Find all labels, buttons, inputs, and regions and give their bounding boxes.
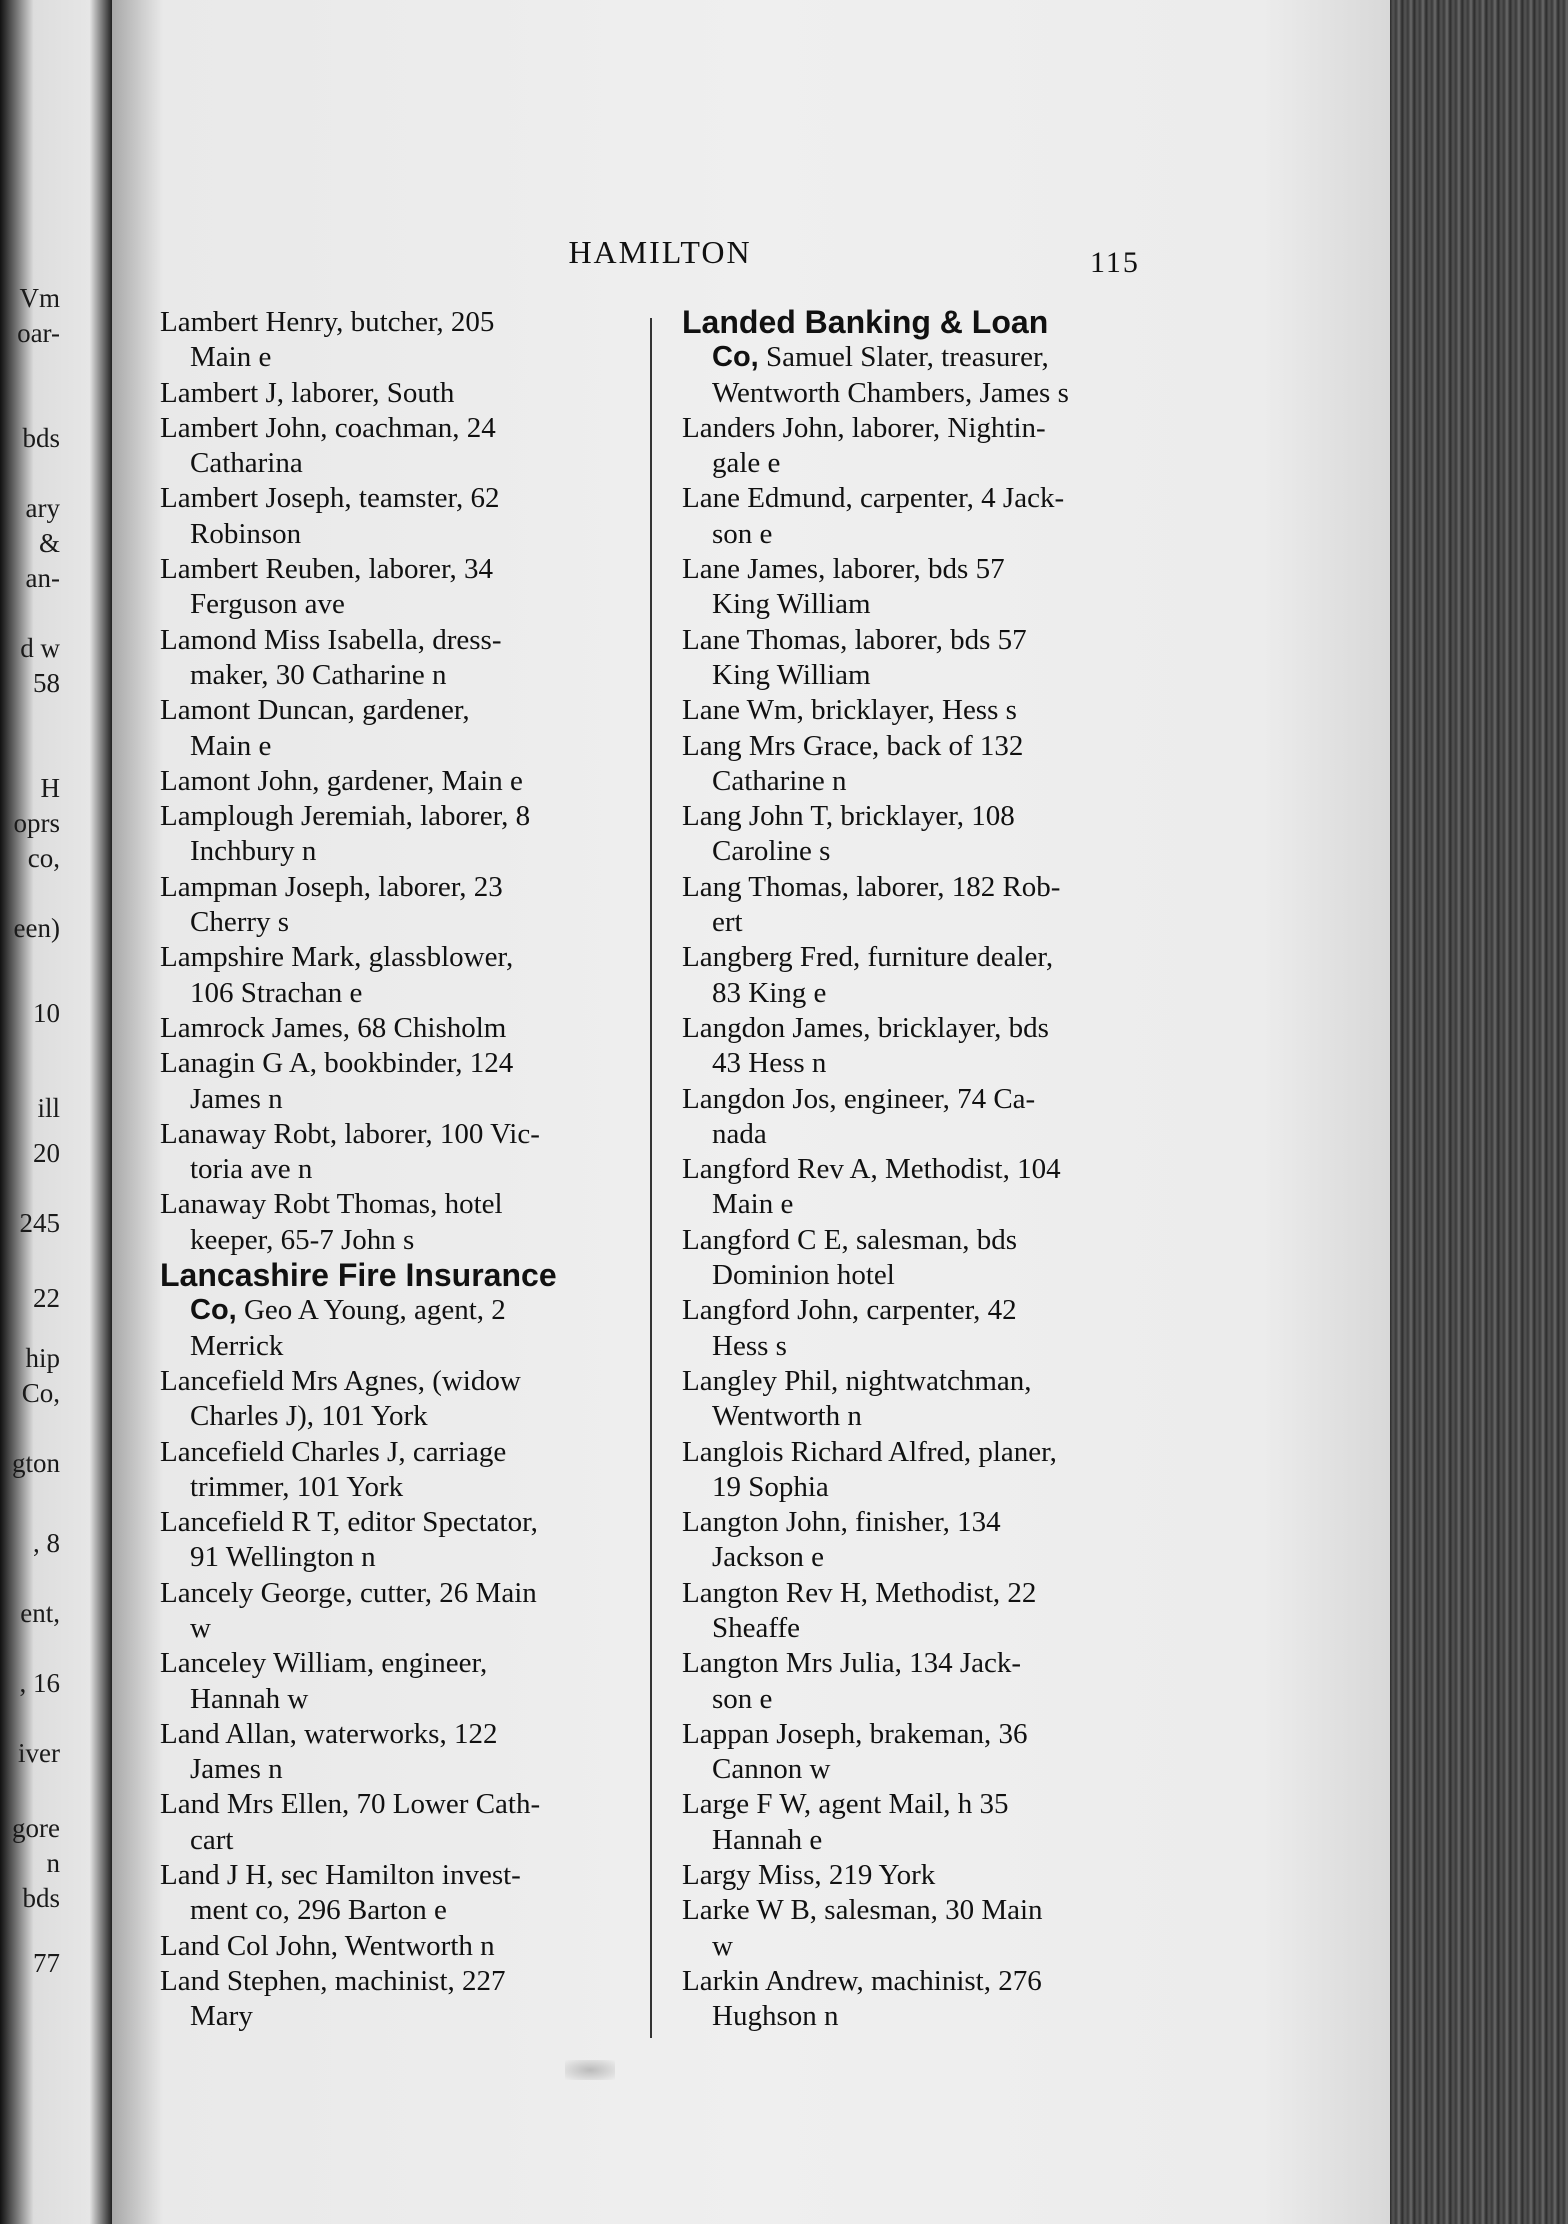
directory-entry: [160, 1435, 655, 1506]
entry-continuation-text: Wentworth n: [712, 1400, 862, 1433]
entry-continuation-text: Dominion hotel: [712, 1259, 895, 1292]
entry-continuation-text: trimmer, 101 York: [190, 1470, 404, 1503]
entry-continuation: [160, 1223, 655, 1258]
entry-continuation: [160, 517, 655, 552]
entry-name-line: Lancefield Mrs Agnes, (widow: [160, 1364, 521, 1397]
entry-name-line: Lappan Joseph, brakeman, 36: [682, 1717, 1028, 1750]
directory-entry: [682, 305, 1162, 411]
right-column: [682, 305, 1162, 2035]
entry-name-line: Lancefield Charles J, carriage: [160, 1435, 507, 1468]
left-column: [160, 305, 655, 2035]
entry-continuation: [160, 905, 655, 940]
entry-continuation-text: 91 Wellington n: [190, 1541, 376, 1574]
entry-continuation-text: Cherry s: [190, 906, 290, 939]
entry-name-line: Langdon Jos, engineer, 74 Ca-: [682, 1082, 1036, 1115]
directory-entry: [682, 693, 1162, 728]
entry-continuation-text: w: [190, 1611, 211, 1644]
directory-entry: [682, 1364, 1162, 1435]
entry-continuation: [160, 1999, 655, 2034]
entry-continuation-text: Catharine n: [712, 764, 847, 797]
entry-name-line: Land Stephen, machinist, 227: [160, 1964, 506, 1997]
entry-continuation-text: Hannah e: [712, 1823, 823, 1856]
entry-name-line: Landed Banking & Loan: [682, 304, 1049, 340]
entry-continuation: [682, 834, 1162, 869]
entry-continuation: [682, 1823, 1162, 1858]
entry-name-line: Lane Thomas, laborer, bds 57: [682, 623, 1027, 656]
directory-entry: [160, 1646, 655, 1717]
facing-page-fragment: bds: [22, 1883, 60, 1913]
entry-name-line: Larke W B, salesman, 30 Main: [682, 1894, 1043, 1927]
entry-continuation: [160, 1611, 655, 1646]
directory-entry: [160, 1964, 655, 2035]
facing-page-fragment: an-: [25, 563, 60, 593]
entry-name-line: Lanaway Robt, laborer, 100 Vic-: [160, 1117, 540, 1150]
directory-entry: [682, 870, 1162, 941]
entry-continuation: [160, 1293, 655, 1328]
entry-continuation: [682, 764, 1162, 799]
entry-continuation-text: nada: [712, 1117, 767, 1150]
entry-continuation-text: Cannon w: [712, 1753, 831, 1786]
entry-continuation-text: son e: [712, 517, 773, 550]
facing-page-fragment: &: [38, 528, 60, 558]
entry-name-line: Lampman Joseph, laborer, 23: [160, 870, 503, 903]
directory-entry: [682, 411, 1162, 482]
facing-page-fragment: co,: [27, 843, 60, 873]
entry-continuation-text: James n: [190, 1082, 283, 1115]
entry-name-line: Lang Mrs Grace, back of 132: [682, 729, 1024, 762]
facing-page-fragment: oar-: [17, 318, 60, 348]
facing-page-fragment: Vm: [19, 283, 60, 313]
facing-page-fragment: Co,: [21, 1378, 60, 1408]
facing-page-fragment: hip: [25, 1343, 60, 1373]
entry-continuation: [160, 1823, 655, 1858]
entry-continuation-text: Hess s: [712, 1329, 787, 1362]
entry-name-line: Lambert Henry, butcher, 205: [160, 306, 495, 338]
entry-name-line: Landers John, laborer, Nightin-: [682, 411, 1046, 444]
directory-entry: [160, 305, 655, 376]
entry-continuation: [682, 1540, 1162, 1575]
entry-continuation-text: Hannah w: [190, 1682, 309, 1715]
entry-name-line: Land J H, sec Hamilton invest-: [160, 1859, 521, 1892]
entry-name-line: Langberg Fred, furniture dealer,: [682, 941, 1054, 974]
entry-name-line: Lane James, laborer, bds 57: [682, 553, 1005, 586]
directory-entry: [160, 552, 655, 623]
entry-continuation: [160, 1893, 655, 1928]
facing-page-fragment: gore: [12, 1813, 60, 1843]
directory-entry: [160, 940, 655, 1011]
directory-entry: [682, 481, 1162, 552]
facing-page-edge: [0, 0, 112, 2224]
entry-continuation-text: Hughson n: [712, 2000, 839, 2033]
entry-continuation-text: James n: [190, 1753, 283, 1786]
entry-continuation-text: ert: [712, 906, 743, 939]
entry-continuation-text: Main e: [190, 729, 272, 762]
directory-entry: [682, 1152, 1162, 1223]
entry-continuation: [160, 587, 655, 622]
entry-continuation-text: Robinson: [190, 517, 302, 550]
entry-continuation: [682, 446, 1162, 481]
entry-continuation-text: Main e: [712, 1188, 794, 1221]
entry-continuation-text: Ferguson ave: [190, 588, 345, 621]
entry-continuation-lead: Co,: [190, 1294, 237, 1327]
entry-continuation-text: 43 Hess n: [712, 1047, 827, 1080]
directory-entry: [682, 1964, 1162, 2035]
facing-page-fragment: 58: [33, 668, 60, 698]
directory-entry: [682, 1505, 1162, 1576]
facing-page-fragment: gton: [11, 1448, 60, 1478]
directory-entry: [682, 729, 1162, 800]
entry-continuation: [160, 834, 655, 869]
directory-entry: [682, 940, 1162, 1011]
entry-continuation-text: King William: [712, 588, 871, 621]
entry-name-line: Lang John T, bricklayer, 108: [682, 800, 1015, 833]
entry-continuation-2: Wentworth Chambers, James s: [712, 376, 1069, 409]
directory-entry: [160, 1576, 655, 1647]
entry-continuation-text: Sheaffe: [712, 1611, 801, 1644]
entry-continuation-text: gale e: [712, 447, 781, 480]
facing-page-fragment: iver: [18, 1738, 60, 1768]
entry-continuation: [682, 517, 1162, 552]
entry-continuation: [160, 658, 655, 693]
entry-continuation: [160, 729, 655, 764]
facing-page-fragment: d w: [20, 633, 60, 663]
entry-name-line: Langlois Richard Alfred, planer,: [682, 1435, 1057, 1468]
directory-entry: [160, 1046, 655, 1117]
entry-continuation: [160, 1540, 655, 1575]
entry-continuation: [160, 976, 655, 1011]
entry-continuation-text: 106 Strachan e: [190, 976, 363, 1009]
entry-name-line: Langley Phil, nightwatchman,: [682, 1364, 1032, 1397]
directory-entry: [160, 1858, 655, 1929]
entry-continuation-text: Mary: [190, 2000, 253, 2033]
entry-name-line: Langton Mrs Julia, 134 Jack-: [682, 1647, 1022, 1680]
entry-continuation: [682, 340, 1162, 375]
entry-name-line: Lampshire Mark, glassblower,: [160, 941, 514, 974]
directory-entry: [682, 799, 1162, 870]
entry-continuation-text: 19 Sophia: [712, 1470, 829, 1503]
entry-name-line: Langford John, carpenter, 42: [682, 1294, 1017, 1327]
directory-entry: [160, 481, 655, 552]
entry-continuation: [682, 1399, 1162, 1434]
directory-entry: [682, 1011, 1162, 1082]
facing-page-fragment: 10: [33, 998, 60, 1028]
entry-continuation-text: cart: [190, 1823, 234, 1856]
entry-continuation-text: Geo A Young, agent, 2: [243, 1294, 506, 1327]
entry-name-line: Lane Wm, bricklayer, Hess s: [682, 694, 1017, 727]
entry-continuation: [682, 1117, 1162, 1152]
entry-continuation-2: Merrick: [190, 1329, 284, 1362]
facing-page-fragment: bds: [22, 423, 60, 453]
directory-entry: [682, 1576, 1162, 1647]
facing-page-fragment: 20: [33, 1138, 60, 1168]
directory-entry: [160, 764, 655, 799]
facing-page-fragment: n: [46, 1848, 60, 1878]
entry-name-line: Land Col John, Wentworth n: [160, 1929, 495, 1962]
entry-name-line: Langdon James, bricklayer, bds: [682, 1011, 1049, 1044]
entry-name-line: Land Mrs Ellen, 70 Lower Cath-: [160, 1788, 541, 1821]
entry-continuation: [682, 587, 1162, 622]
directory-entry: [682, 1858, 1162, 1893]
directory-entry: [160, 623, 655, 694]
entry-continuation-text: Jackson e: [712, 1541, 824, 1574]
directory-entry: [160, 376, 655, 411]
entry-continuation: [160, 1752, 655, 1787]
entry-continuation: [682, 1752, 1162, 1787]
entry-continuation: [682, 1611, 1162, 1646]
entry-name-line: Lamont John, gardener, Main e: [160, 764, 523, 797]
directory-entry: [682, 1082, 1162, 1153]
entry-continuation-text: Caroline s: [712, 835, 831, 868]
entry-name-line: Lancefield R T, editor Spectator,: [160, 1506, 538, 1539]
entry-continuation: [160, 1682, 655, 1717]
directory-entry: [160, 799, 655, 870]
page-number: 115: [1090, 246, 1140, 279]
entry-continuation: [160, 1399, 655, 1434]
directory-entry: [160, 1364, 655, 1435]
entry-continuation-text: ment co, 296 Barton e: [190, 1894, 447, 1927]
directory-entry: [160, 1929, 655, 1964]
directory-entry: [682, 1435, 1162, 1506]
facing-page-fragment: 245: [19, 1208, 60, 1238]
entry-continuation: [160, 340, 655, 375]
entry-name-line: Lancely George, cutter, 26 Main: [160, 1576, 537, 1609]
entry-continuation: [682, 1682, 1162, 1717]
directory-entry: [682, 1646, 1162, 1717]
directory-entry: [160, 411, 655, 482]
directory-entry: [160, 1787, 655, 1858]
entry-continuation: [682, 658, 1162, 693]
entry-continuation: [682, 1187, 1162, 1222]
running-head: HAMILTON: [568, 234, 752, 270]
directory-entry: [682, 1787, 1162, 1858]
entry-continuation-text: keeper, 65-7 John s: [190, 1223, 415, 1256]
entry-name-line: Lamrock James, 68 Chisholm: [160, 1011, 507, 1044]
directory-entry: [160, 1187, 655, 1258]
directory-entry: [682, 552, 1162, 623]
entry-name-line: Langford C E, salesman, bds: [682, 1223, 1018, 1256]
entry-continuation: [682, 1999, 1162, 2034]
directory-entry: [160, 1717, 655, 1788]
entry-continuation: [682, 1258, 1162, 1293]
directory-entry: [160, 1011, 655, 1046]
entry-continuation: [682, 1929, 1162, 1964]
entry-name-line: Lamond Miss Isabella, dress-: [160, 623, 502, 656]
entry-continuation: [682, 976, 1162, 1011]
entry-continuation-text: toria ave n: [190, 1153, 313, 1186]
entry-name-line: Langton John, finisher, 134: [682, 1506, 1001, 1539]
entry-name-line: Lambert Joseph, teamster, 62: [160, 482, 500, 515]
entry-continuation-text: son e: [712, 1682, 773, 1715]
directory-entry: [160, 693, 655, 764]
entry-name-line: Langford Rev A, Methodist, 104: [682, 1153, 1061, 1186]
facing-page-fragment: 22: [33, 1283, 60, 1313]
entry-continuation: [160, 446, 655, 481]
facing-page-fragment: , 8: [33, 1528, 60, 1558]
entry-name-line: Larkin Andrew, machinist, 276: [682, 1964, 1042, 1997]
directory-entry: [160, 1258, 655, 1364]
entry-name-line: Large F W, agent Mail, h 35: [682, 1788, 1009, 1821]
facing-page-fragment: een): [13, 913, 60, 943]
facing-page-fragment: ent,: [20, 1598, 60, 1628]
entry-continuation-text: Charles J), 101 York: [190, 1400, 428, 1433]
facing-page-fragment: oprs: [13, 808, 60, 838]
entry-continuation: [160, 1082, 655, 1117]
entry-continuation: [682, 905, 1162, 940]
entry-continuation-text: King William: [712, 658, 871, 691]
entry-name-line: Lancashire Fire Insurance: [160, 1257, 557, 1294]
entry-name-line: Largy Miss, 219 York: [682, 1859, 936, 1892]
entry-continuation: [160, 1152, 655, 1187]
facing-page-fragment: 77: [33, 1948, 60, 1978]
facing-page-fragment: , 16: [19, 1668, 60, 1698]
entry-continuation-text: Main e: [190, 341, 272, 374]
facing-page-fragment: ill: [37, 1093, 60, 1123]
entry-continuation: [682, 1329, 1162, 1364]
directory-entry: [160, 1117, 655, 1188]
entry-name-line: Lang Thomas, laborer, 182 Rob-: [682, 870, 1061, 903]
entry-continuation-text: Samuel Slater, treasurer,: [765, 341, 1049, 374]
entry-continuation-text: 83 King e: [712, 976, 827, 1009]
entry-continuation-text: maker, 30 Catharine n: [190, 658, 447, 691]
paper-blemish: [565, 2060, 615, 2080]
entry-name-line: Lambert John, coachman, 24: [160, 411, 496, 444]
entry-continuation: [682, 1470, 1162, 1505]
entry-name-line: Lane Edmund, carpenter, 4 Jack-: [682, 482, 1065, 515]
entry-name-line: Lamplough Jeremiah, laborer, 8: [160, 800, 531, 833]
directory-entry: [682, 1893, 1162, 1964]
entry-continuation-text: Inchbury n: [190, 835, 317, 868]
entry-continuation-text: w: [712, 1929, 733, 1962]
entry-name-line: Langton Rev H, Methodist, 22: [682, 1576, 1037, 1609]
facing-page-fragment: H: [40, 773, 60, 803]
directory-entry: [682, 1223, 1162, 1294]
entry-name-line: Lanaway Robt Thomas, hotel: [160, 1188, 503, 1221]
directory-entry: [682, 623, 1162, 694]
entry-continuation: [682, 1046, 1162, 1081]
entry-name-line: Lamont Duncan, gardener,: [160, 694, 470, 727]
facing-page-fragment: ary: [25, 493, 60, 523]
entry-name-line: Lanceley William, engineer,: [160, 1647, 488, 1680]
entry-continuation-lead: Co,: [712, 341, 759, 374]
book-spine: [1390, 0, 1568, 2224]
directory-entry: [682, 1293, 1162, 1364]
entry-name-line: Lambert Reuben, laborer, 34: [160, 553, 494, 586]
entry-continuation-text: Catharina: [190, 447, 303, 480]
entry-continuation: [160, 1470, 655, 1505]
entry-name-line: Lanagin G A, bookbinder, 124: [160, 1047, 514, 1080]
directory-entry: [160, 870, 655, 941]
directory-entry: [160, 1505, 655, 1576]
entry-name-line: Land Allan, waterworks, 122: [160, 1717, 498, 1750]
entry-name-line: Lambert J, laborer, South: [160, 376, 455, 409]
directory-entry: [682, 1717, 1162, 1788]
